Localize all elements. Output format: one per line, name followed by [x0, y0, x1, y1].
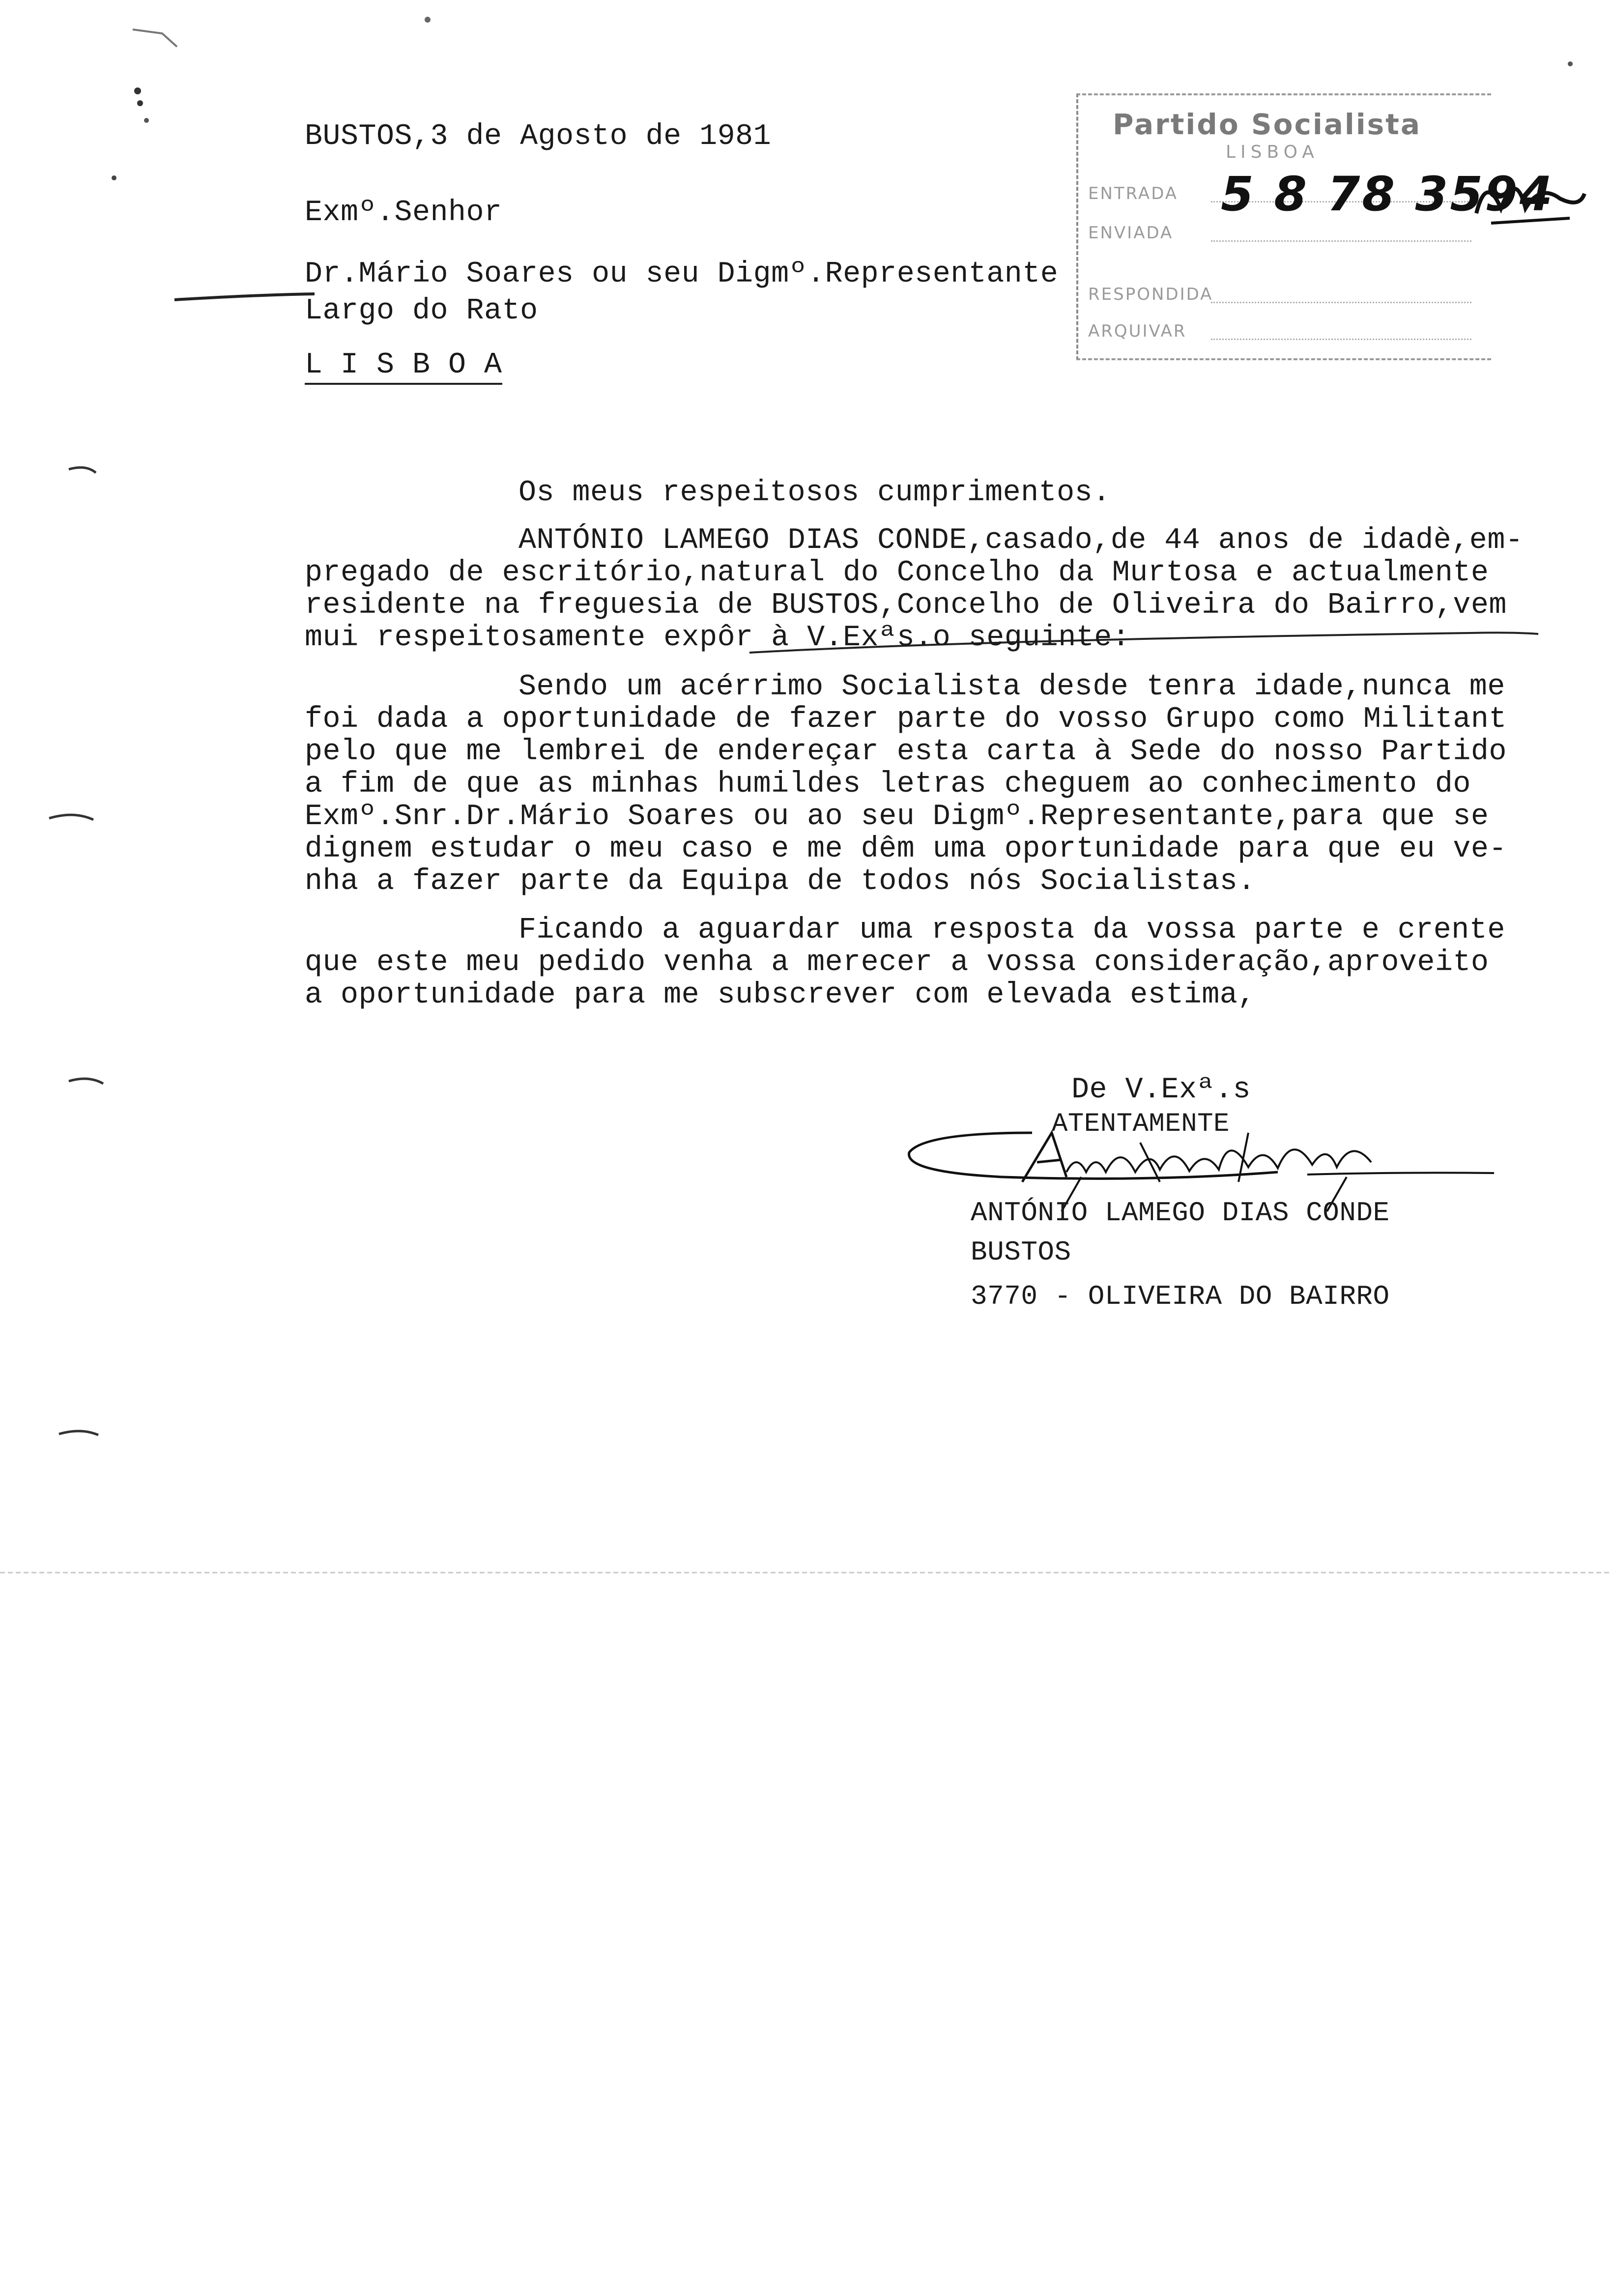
stamp-handwritten-entry: 5 8 78 3594: [1221, 167, 1554, 222]
paragraph2-line: nha a fazer parte da Equipa de todos nós Socialistas.: [305, 865, 1256, 898]
closing-atentamente: ATENTAMENTE: [1052, 1109, 1230, 1139]
paragraph3-line: Ficando a aguardar uma resposta da vossa parte e crente: [518, 914, 1505, 947]
stamp-dotted-line: [1211, 302, 1471, 303]
sender-postal: 3770 - OLIVEIRA DO BAIRRO: [971, 1281, 1390, 1312]
sender-town: BUSTOS: [971, 1236, 1071, 1268]
paragraph2-line: a fim de que as minhas humildes letras cheguem ao conhecimento do: [305, 768, 1471, 801]
stamp-title: Partido Socialista: [1113, 108, 1422, 141]
address: Largo do Rato: [305, 294, 538, 328]
recipient: Dr.Mário Soares ou seu Digmº.Representante: [305, 258, 1059, 291]
paragraph1-line: residente na freguesia de BUSTOS,Concelho de Oliveira do Bairro,vem: [305, 589, 1507, 622]
city: [305, 349, 502, 381]
paragraph1-line: pregado de escritório,natural do Concelho da Murtosa e actualmente: [305, 556, 1489, 590]
stamp-row-entrada: ENTRADA: [1088, 184, 1179, 203]
stamp-dotted-line: [1211, 339, 1471, 340]
sender-name: ANTÓNIO LAMEGO DIAS CONDE: [971, 1197, 1390, 1229]
stamp-subtitle: LISBOA: [1226, 142, 1319, 162]
stamp-initials-scribble: [1471, 164, 1589, 233]
stamp-dotted-line: [1211, 240, 1471, 242]
stamp-row-enviada: ENVIADA: [1088, 223, 1174, 243]
greeting: Os meus respeitosos cumprimentos.: [518, 476, 1111, 510]
date-line: BUSTOS,3 de Agosto de 1981: [305, 120, 772, 153]
paragraph3-line: a oportunidade para me subscrever com elevada estima,: [305, 978, 1256, 1012]
closing: De V.Exª.s: [1071, 1073, 1251, 1107]
paragraph1-line: mui respeitosamente expôr à V.Exªs.o seguinte:: [305, 621, 1130, 655]
stamp-row-arquivar: ARQUIVAR: [1088, 321, 1187, 341]
paragraph2-line: pelo que me lembrei de endereçar esta carta à Sede do nosso Partido: [305, 735, 1507, 769]
city-text: L I S B O A: [305, 348, 502, 385]
paragraph1-line: ANTÓNIO LAMEGO DIAS CONDE,casado,de 44 anos de idadè,em-: [518, 524, 1524, 557]
paragraph2-line: foi dada a oportunidade de fazer parte do vosso Grupo como Militant: [305, 703, 1507, 736]
paragraph2-line: Exmº.Snr.Dr.Mário Soares ou ao seu Digmº.Representante,para que se: [305, 800, 1489, 833]
reception-stamp: [1076, 93, 1554, 360]
salutation-title: Exmº.Senhor: [305, 196, 502, 230]
paragraph3-line: que este meu pedido venha a merecer a vossa consideração,aproveito: [305, 946, 1489, 979]
stamp-row-respondida: RESPONDIDA: [1088, 285, 1213, 304]
paragraph2-line: dignem estudar o meu caso e me dêm uma oportunidade para que eu ve-: [305, 832, 1507, 866]
paragraph2-line: Sendo um acérrimo Socialista desde tenra idade,nunca me: [518, 670, 1505, 704]
